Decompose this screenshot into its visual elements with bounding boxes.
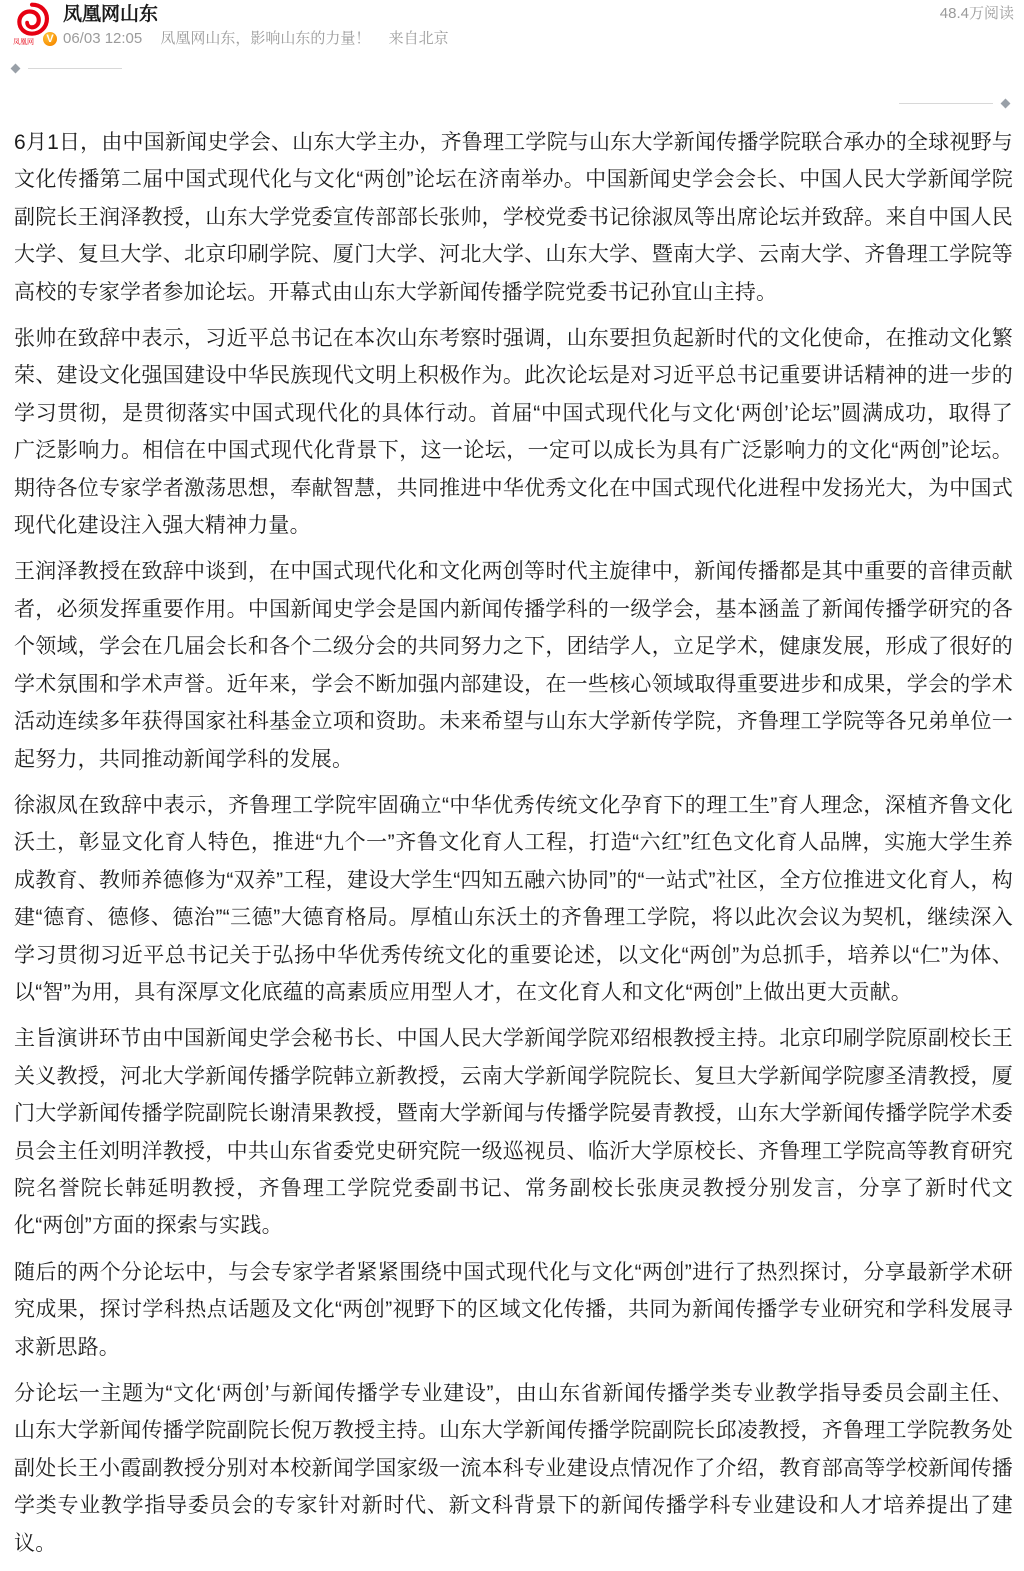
article-body [14,124,1013,1571]
post-time: 06/03 12:05 [63,30,143,47]
phoenix-logo-text: 凤凰网 [13,39,34,46]
article-paragraph: 分论坛一主题为“文化‘两创’与新闻传播学专业建设”，由山东省新闻传播学类专业教学指导委员会副主任、山东大学新闻传播学院副院长倪万教授主持。山东大学新闻传播学院副院长邱凌教授，齐鲁理工学院教务处副处长王小霞副教授分别对本校新闻学国家级一流本科专业建设点情况作了介绍，教育部高等学校新闻传播学类专业教学指导委员会的专家针对新时代、新文科背景下的新闻传播学科专业建设和人才培养提出了建议。 [14,1382,1013,1555]
verified-v-badge-icon: V [41,30,59,48]
avatar[interactable] [13,2,57,48]
post-source[interactable]: 来自北京 [388,30,449,47]
article-paragraph: 王润泽教授在致辞中谈到，在中国式现代化和文化两创等时代主旋律中，新闻传播都是其中重要的音律贡献者，必须发挥重要作用。中国新闻史学会是国内新闻传播学科的一级学会，基本涵盖了新闻传播学研究的各个领域，学会在几届会长和各个二级分会的共同努力之下，团结学人，立足学术，健康发展，形成了很好的学术氛围和学术声誉。近年来，学会不断加强内部建设，在一些核心领域取得重要进步和成果，学会的学术活动连续多年获得国家社科基金立项和资助。未来希望与山东大学新传学院，齐鲁理工学院等各兄弟单位一起努力，共同推动新闻学科的发展。 [14,560,1013,771]
read-count: 48.4万阅读 [939,5,1014,22]
article-paragraph: 主旨演讲环节由中国新闻史学会秘书长、中国人民大学新闻学院邓绍根教授主持。北京印刷学院原副校长王关义教授，河北大学新闻传播学院韩立新教授，云南大学新闻学院院长、复旦大学新闻学院廖圣清教授，厦门大学新闻传播学院副院长谢清果教授，暨南大学新闻与传播学院晏青教授，山东大学新闻传播学院学术委员会主任刘明洋教授，中共山东省委党史研究院一级巡视员、临沂大学原校长、齐鲁理工学院高等教育研究院名誉院长韩延明教授，齐鲁理工学院党委副书记、常务副校长张庚灵教授分别发言，分享了新时代文化“两创”方面的探索与实践。 [14,1027,1013,1238]
post-header [0,0,1024,60]
username[interactable]: 凤凰网山东 [63,4,159,25]
post-meta [63,29,463,49]
divider-ornament-left [11,64,123,74]
article-paragraph: 张帅在致辞中表示，习近平总书记在本次山东考察时强调，山东要担负起新时代的文化使命，在推动文化繁荣、建设文化强国建设中华民族现代文明上积极作为。此次论坛是对习近平总书记重要讲话精神的进一步的学习贯彻，是贯彻落实中国式现代化的具体行动。首届“中国式现代化与文化‘两创’论坛”圆满成功，取得了广泛影响力。相信在中国式现代化背景下，这一论坛，一定可以成长为具有广泛影响力的文化“两创”论坛。期待各位专家学者激荡思想，奉献智慧，共同推进中华优秀文化在中国式现代化进程中发扬光大，为中国式现代化建设注入强大精神力量。 [14,327,1013,538]
diamond-icon [11,64,21,74]
account-tagline: 凤凰网山东，影响山东的力量！ [160,30,371,47]
diamond-icon [1001,99,1011,109]
divider-ornament-right [898,99,1010,109]
article-paragraph: 徐淑凤在致辞中表示，齐鲁理工学院牢固确立“中华优秀传统文化孕育下的理工生”育人理念，深植齐鲁文化沃土，彰显文化育人特色，推进“九个一”齐鲁文化育人工程，打造“六红”红色文化育人品牌，实施大学生养成教育、教师养德修为“双养”工程，建设大学生“四知五融六协同”的“一站式”社区，全方位推进文化育人，构建“德育、德修、德治”“三德”大德育格局。厚植山东沃土的齐鲁理工学院，将以此次会议为契机，继续深入学习贯彻习近平总书记关于弘扬中华优秀传统文化的重要论述，以文化“两创”为总抓手，培养以“仁”为体、以“智”为用，具有深厚文化底蕴的高素质应用型人才，在文化育人和文化“两创”上做出更大贡献。 [14,793,1013,1004]
article-paragraph: 6月1日，由中国新闻史学会、山东大学主办，齐鲁理工学院与山东大学新闻传播学院联合承办的全球视野与文化传播第二届中国式现代化与文化“两创”论坛在济南举办。中国新闻史学会会长、中国人民大学新闻学院副院长王润泽教授，山东大学党委宣传部部长张帅，学校党委书记徐淑凤等出席论坛并致辞。来自中国人民大学、复旦大学、北京印刷学院、厦门大学、河北大学、山东大学、暨南大学、云南大学、齐鲁理工学院等高校的专家学者参加论坛。开幕式由山东大学新闻传播学院党委书记孙宜山主持。 [14,131,1013,304]
divider-line [28,68,122,69]
article-paragraph: 随后的两个分论坛中，与会专家学者紧紧围绕中国式现代化与文化“两创”进行了热烈探讨，分享最新学术研究成果，探讨学科热点话题及文化“两创”视野下的区域文化传播，共同为新闻传播学专业研究和学科发展寻求新思路。 [14,1260,1013,1359]
divider-line [899,103,993,104]
